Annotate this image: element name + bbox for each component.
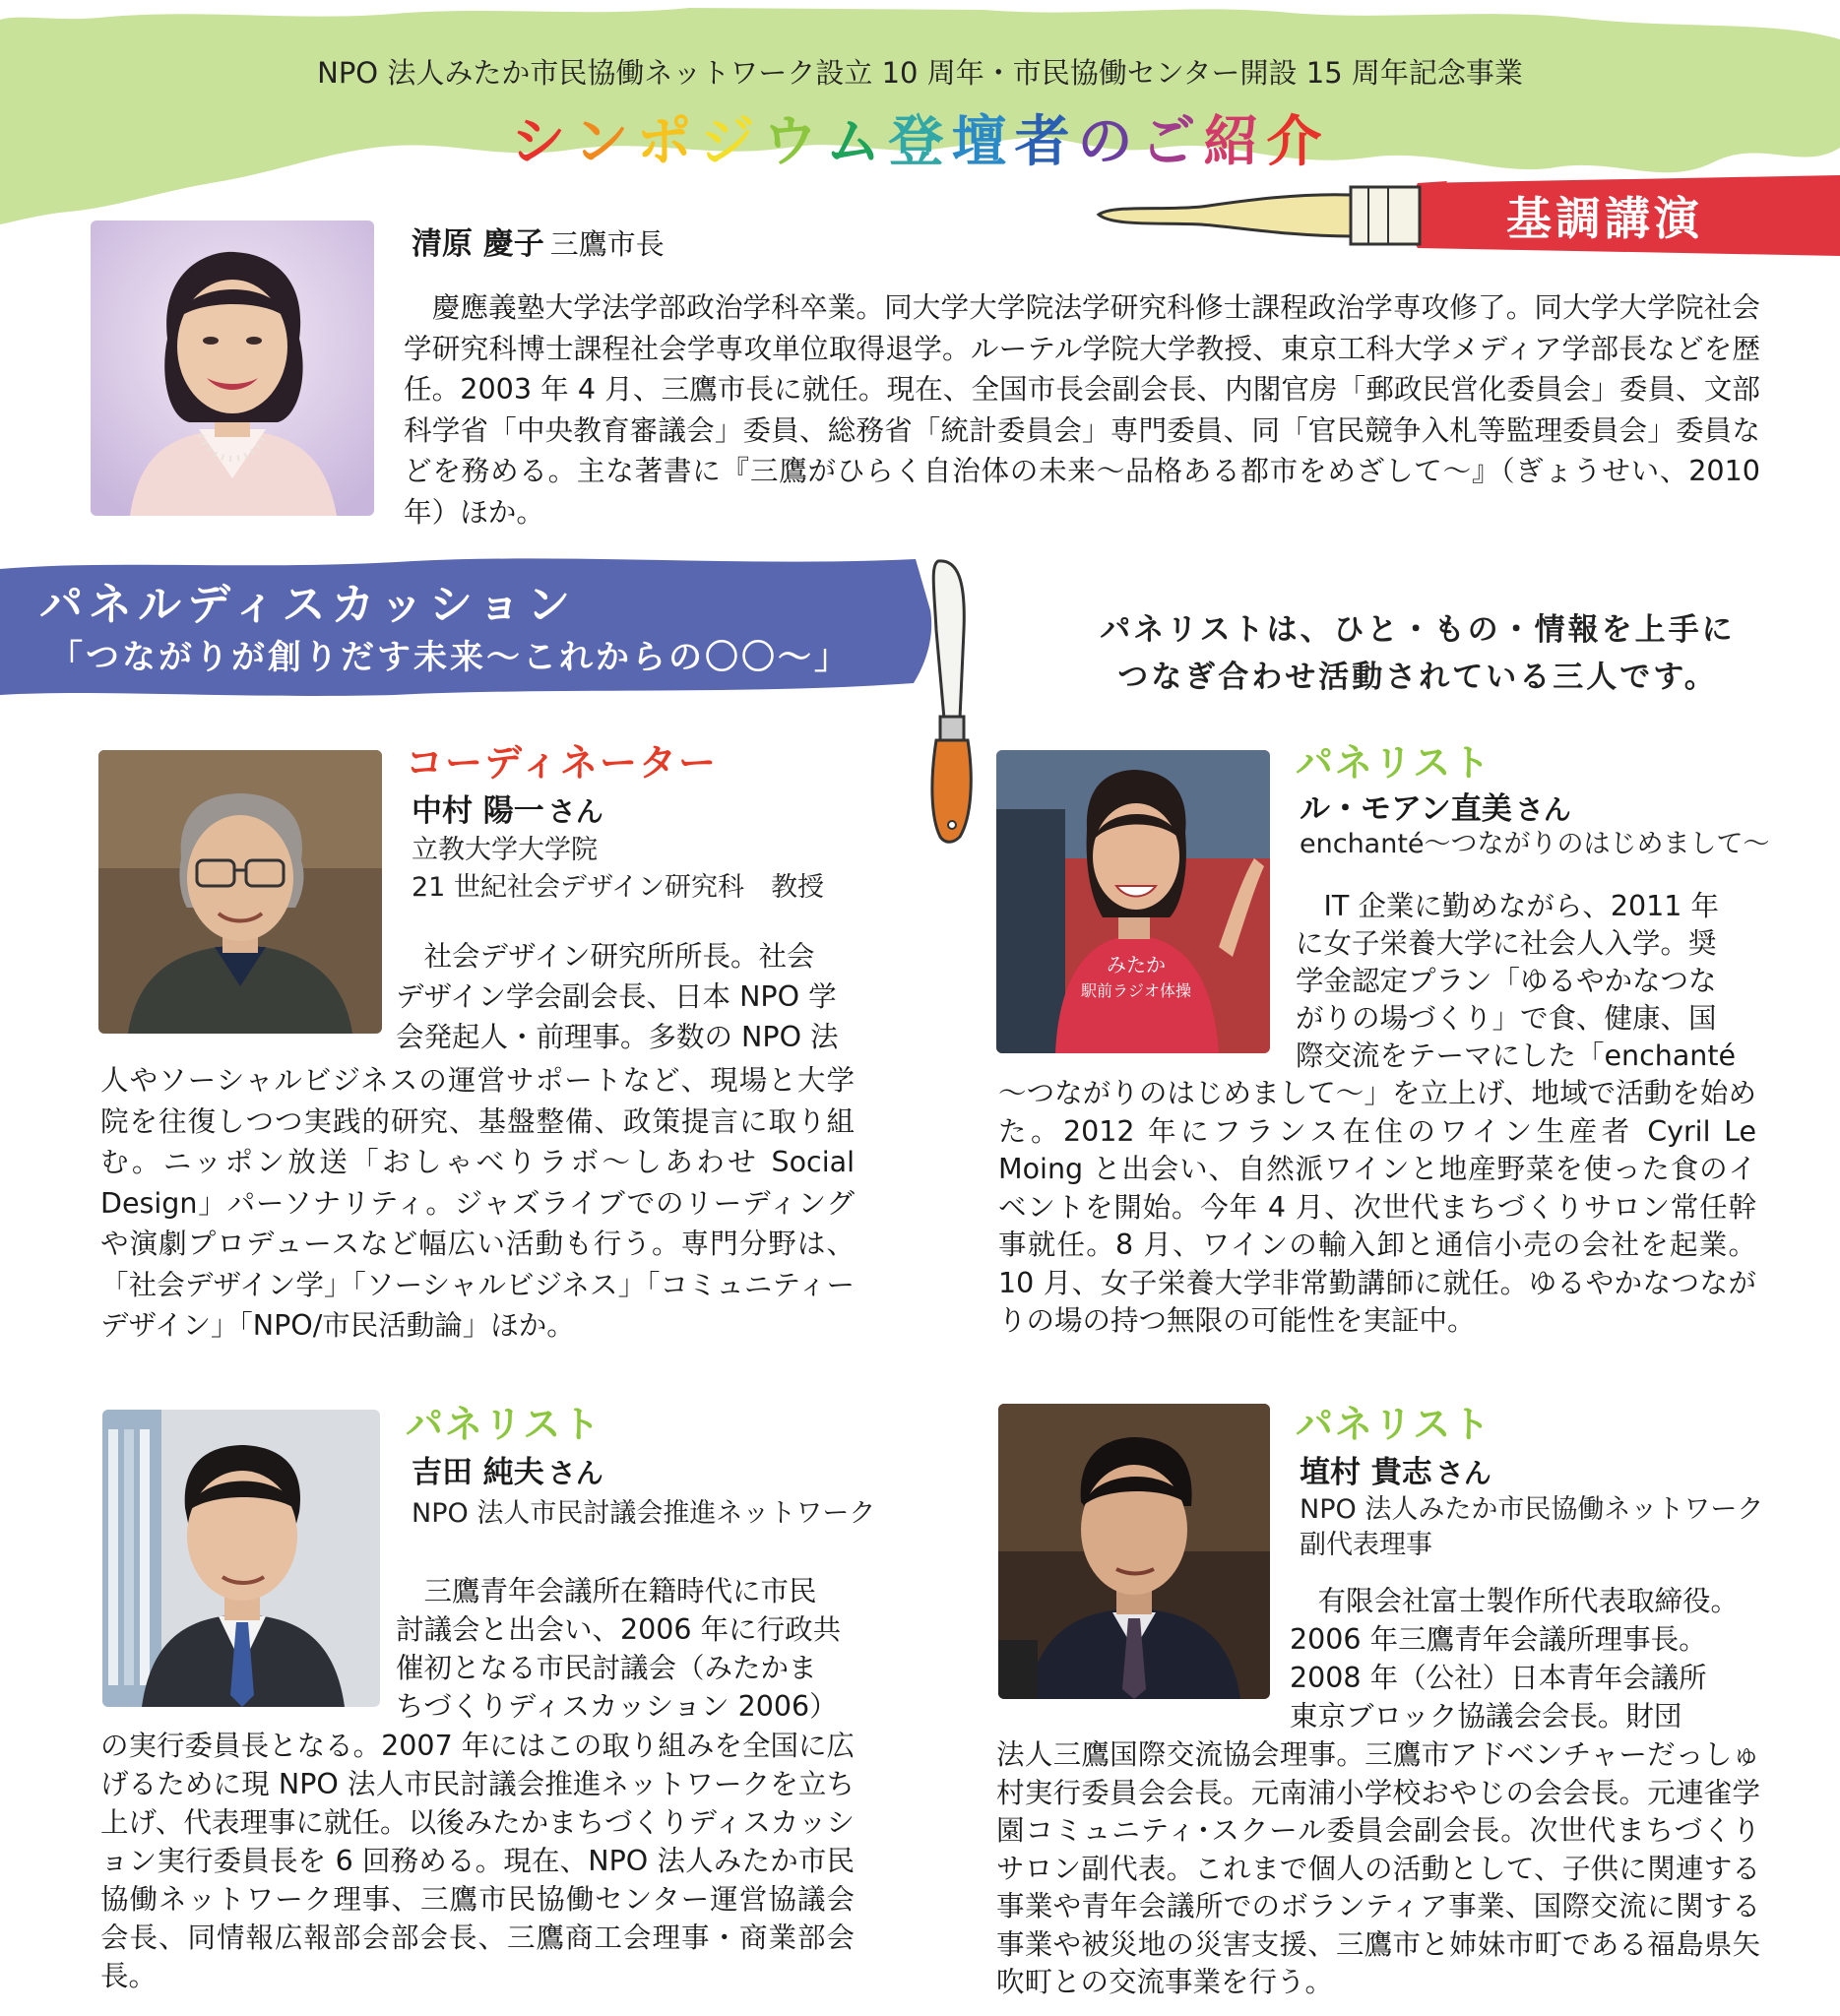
event-kicker: NPO 法人みたか市民協働ネットワーク設立 10 周年・市民協働センター開設 15 周年記念事業 (317, 56, 1523, 90)
panelist3-affiliation-2: 副代表理事 (1300, 1530, 1432, 1560)
title-char: 壇 (951, 110, 1015, 174)
panelist2-san: さん (547, 1457, 603, 1489)
shirt-text-2: 駅前ラジオ体操 (1080, 981, 1192, 1000)
panelist1-bio-1: IT 企業に勤めながら、2011 年 (1296, 890, 1719, 922)
panelist3-name-line (1300, 1447, 1491, 1491)
coordinator-photo (98, 750, 382, 1034)
title-char: ポ (636, 110, 700, 174)
title-char: の (1077, 110, 1141, 174)
panelist2-bio-1: 三鷹青年会議所在籍時代に市民 (396, 1575, 817, 1607)
panelist2-role: パネリスト (406, 1403, 603, 1446)
panelist3-role: パネリスト (1296, 1403, 1492, 1446)
panelist3-san: さん (1435, 1457, 1491, 1489)
panelist3-bio-1: 有限会社富士製作所代表取締役。 (1290, 1585, 1740, 1617)
coordinator-bio-1: 社会デザイン研究所所長。社会 (396, 940, 815, 973)
panelist2-photo (102, 1410, 380, 1707)
panelist2-bio-3: 催初となる市民討議会（みたかま (396, 1652, 817, 1684)
keynote-name: 清原 慶子 (412, 226, 544, 262)
panelist1-bio-5: 際交流をテーマにした「enchanté (1296, 1040, 1737, 1072)
coordinator-bio-2: デザイン学会副会長、日本 NPO 学 (396, 980, 837, 1013)
panelist1-san: さん (1515, 793, 1571, 826)
panelist2-bio-4: ちづくりディスカッション 2006） (396, 1690, 838, 1723)
keynote-bio: 慶應義塾大学法学部政治学科卒業。同大学大学院法学研究科修士課程政治学専攻修了。同大学大学院社会学研究科博士課程社会学専攻単位取得退学。ルーテル学院大学教授、東京工科大学メディア学部長などを歴任。2003 年 4 月、三鷹市長に就任。現在、全国市長会副会長、内閣官房「郵政民営化委員会」委員、文部科学省「中央教育審議会」委員、総務省「統計委員会」専門委員、同「官民競争入札等監理委員会」委員などを務める。主な著書に『三鷹がひらく自治体の未来～品格ある都市をめざして～』（ぎょうせい、2010 年）ほか。 (404, 290, 1760, 529)
panelist3-name: 埴村 貴志 (1300, 1455, 1432, 1490)
panelist1-name: ル・モアン直美 (1300, 791, 1512, 827)
panelist3-bio-2: 2006 年三鷹青年会議所理事長。 (1290, 1623, 1707, 1656)
title-char: 者 (1014, 110, 1078, 174)
coordinator-bio-3: 会発起人・前理事。多数の NPO 法 (396, 1021, 839, 1053)
panelist2-bio-2: 討議会と出会い、2006 年に行政共 (396, 1613, 842, 1646)
coordinator-affiliation-2: 21 世紀社会デザイン研究科 教授 (412, 872, 825, 903)
panelist1-photo (996, 750, 1270, 1053)
coordinator-role: コーディネーター (406, 741, 718, 785)
coordinator-san: さん (547, 795, 603, 828)
title-char: ご (1140, 110, 1204, 174)
coordinator-bio-rest: 人やソーシャルビジネスの運営サポートなど、現場と大学院を往復しつつ実践的研究、基盤整備、政策提言に取り組む。ニッポン放送「おしゃべりラボ～しあわせ Social Design」パーソナリティ。ジャズライブでのリーディングや演劇プロデュースなど幅広い活動も行う。専門分野は、「社会デザイン学」「ソーシャルビジネス」「コミュニティーデザイン」「NPO/市民活動論」ほか。 (100, 1064, 855, 1342)
panelist3-bio-3: 2008 年（公社）日本青年会議所 (1290, 1662, 1707, 1694)
title-char: ン (573, 110, 637, 174)
panelist1-bio-4: がりの場づくり」で食、健康、国 (1296, 1002, 1717, 1035)
panelist2-name: 吉田 純夫 (412, 1455, 544, 1490)
title-char: ジ (699, 110, 763, 174)
panelist1-affiliation: enchanté～つながりのはじめまして～ (1300, 829, 1770, 859)
palette-knife-icon (901, 551, 989, 847)
panelist1-name-line (1300, 784, 1571, 828)
coordinator-name: 中村 陽一 (412, 793, 544, 829)
panelist2-name-line (412, 1447, 603, 1491)
panelist3-bio-4: 東京ブロック協議会会長。財団 (1290, 1700, 1682, 1732)
shirt-text-1: みたか (1107, 953, 1166, 976)
keynote-name-line (412, 219, 665, 263)
panelist1-role: パネリスト (1296, 741, 1492, 785)
title-char: 登 (888, 110, 952, 174)
keynote-photo (91, 220, 374, 516)
panelist1-bio-3: 学金認定プラン「ゆるやかなつな (1296, 965, 1717, 997)
coordinator-affiliation-1: 立教大学大学院 (412, 835, 598, 865)
title-char: シ (510, 110, 574, 174)
panelist2-bio-rest: の実行委員長となる。2007 年にはこの取り組みを全国に広げるために現 NPO 法人市民討議会推進ネットワークを立ち上げ、代表理事に就任。以後みたかまちづくりディスカッション実行委員長を 6 回務める。現在、NPO 法人みたか市民協働ネットワーク理事、三鷹市民協働センター運営協議会会長、同情報広報部会部会長、三鷹商工会理事・商業部会長。 (100, 1730, 855, 1992)
panelist1-bio-2: に女子栄養大学に社会人入学。奨 (1296, 927, 1717, 960)
title-char: 紹 (1203, 110, 1267, 174)
coordinator-name-line (412, 786, 603, 830)
title-char: ウ (762, 110, 826, 174)
panel-title: パネルディスカッション (39, 580, 577, 630)
panelist3-photo (998, 1404, 1270, 1699)
panelist2-affiliation: NPO 法人市民討議会推進ネットワーク (412, 1498, 876, 1529)
title-char: 介 (1266, 110, 1330, 174)
panel-subtitle: 「つながりが創りだす未来～これからの〇〇～」 (49, 638, 851, 677)
panelist1-bio-rest: ～つながりのはじめまして～」を立上げ、地域で活動を始めた。2012 年にフランス在住のワイン生産者 Cyril Le Moing と出会い、自然派ワインと地産野菜を使った食のイベントを開始。今年 4 月、次世代まちづくりサロン常任幹事就任。8 月、ワインの輸入卸と通信小売の会社を起業。10 月、女子栄養大学非常勤講師に就任。ゆるやかなつながりの場の持つ無限の可能性を実証中。 (998, 1077, 1756, 1337)
panelist3-affiliation-1: NPO 法人みたか市民協働ネットワーク (1300, 1494, 1764, 1525)
panel-note-line1: パネリストは、ひと・もの・情報を上手に (1100, 612, 1736, 648)
panelist3-bio-rest: 法人三鷹国際交流協会理事。三鷹市アドベンチャーだっしゅ村実行委員会会長。元南浦小学校おやじの会会長。元連雀学園コミュニティ･スクール委員会副会長。次世代まちづくりサロン副代表。これまで個人の活動として、子供に関連する事業や青年会議所でのボランティア事業、国際交流に関する事業や被災地の災害支援、三鷹市と姉妹市町である福島県矢吹町との交流事業を行う。 (996, 1738, 1760, 1998)
keynote-label: 基調講演 (1506, 192, 1703, 245)
keynote-title: 三鷹市長 (549, 227, 665, 261)
title-char: ム (825, 110, 889, 174)
panel-note-line2: つなぎ合わせ活動されている三人です。 (1117, 660, 1718, 695)
